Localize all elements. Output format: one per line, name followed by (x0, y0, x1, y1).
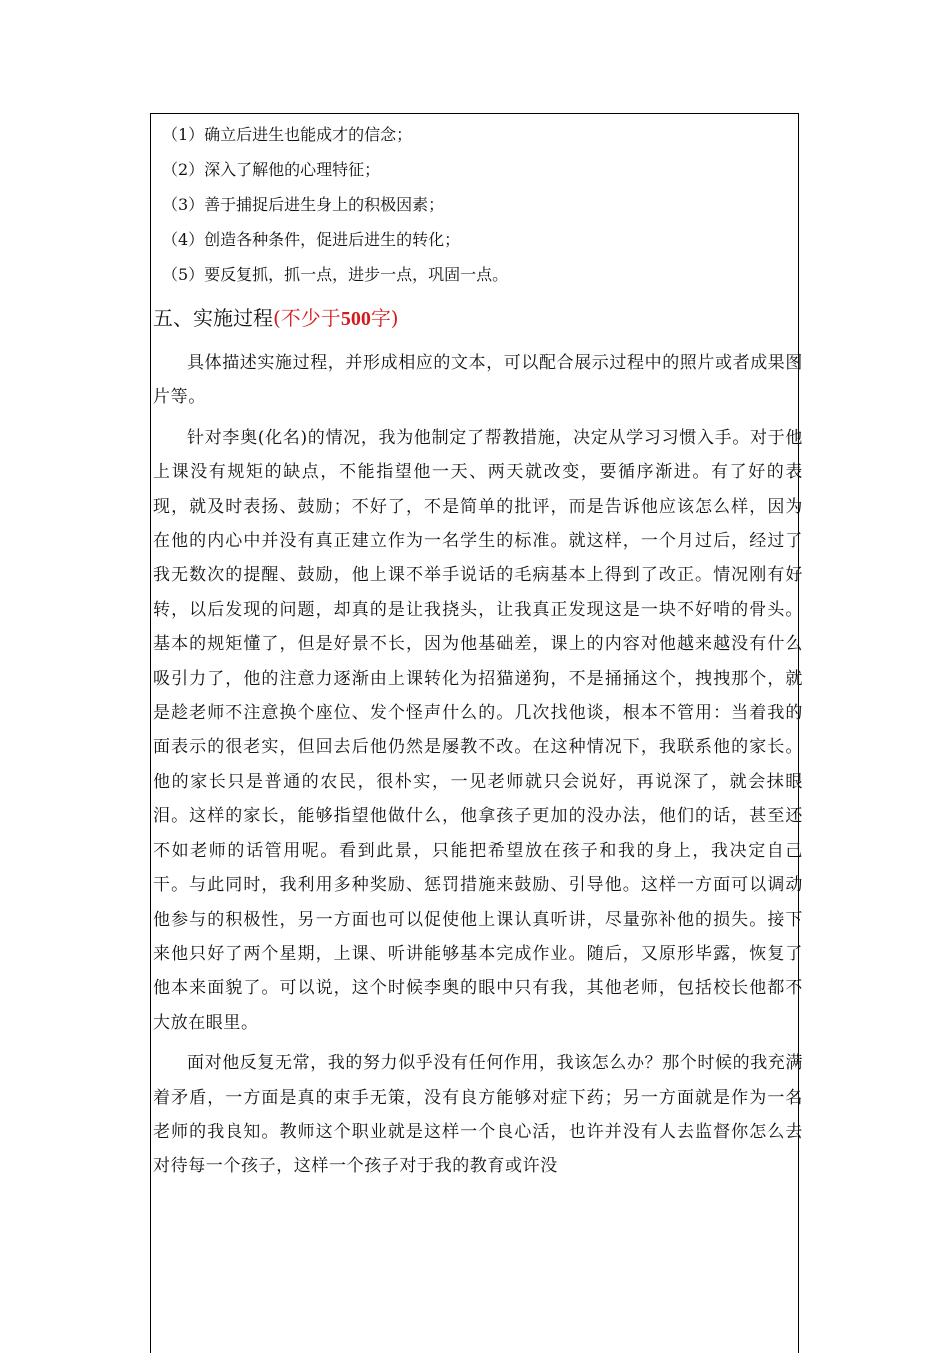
paragraph-case-description: 针对李奥(化名)的情况，我为他制定了帮教措施，决定从学习习惯入手。对于他上课没有规矩的缺点，不能指望他一天、两天就改变，要循序渐进。有了好的表现，就及时表扬、鼓励；不好了，不是简单的批评，而是告诉他应该怎么样，因为在他的内心中并没有真正建立作为一名学生的标准。就这样，一个月过后，经过了我无数次的提醒、鼓励，他上课不举手说话的毛病基本上得到了改正。情况刚有好转，以后发现的问题，却真的是让我挠头，让我真正发现这是一块不好啃的骨头。基本的规矩懂了，但是好景不长，因为他基础差，课上的内容对他越来越没有什么吸引力了，他的注意力逐渐由上课转化为招猫递狗，不是捅捅这个，拽拽那个，就是趁老师不注意换个座位、发个怪声什么的。几次找他谈，根本不管用：当着我的面表示的很老实，但回去后他仍然是屡教不改。在这种情况下，我联系他的家长。他的家长只是普通的农民，很朴实，一见老师就只会说好，再说深了，就会抹眼泪。这样的家长，能够指望他做什么，他拿孩子更加的没办法，他们的话，甚至还不如老师的话管用呢。看到此景，只能把希望放在孩子和我的身上，我决定自己干。与此同时，我利用多种奖励、惩罚措施来鼓励、引导他。这样一方面可以调动他参与的积极性，另一方面也可以促使他上课认真听讲，尽量弥补他的损失。接下来他只好了两个星期，上课、听讲能够基本完成作业。随后，又原形毕露，恢复了他本来面貌了。可以说，这个时候李奥的眼中只有我，其他老师，包括校长他都不大放在眼里。 (153, 427, 803, 1033)
section-title: 五、实施过程 (153, 306, 273, 330)
list-item: （1）确立后进生也能成才的信念； (162, 125, 413, 144)
strategy-list (162, 121, 508, 296)
note-open: (不少于 (273, 306, 341, 330)
note-close: 字) (370, 306, 399, 330)
word-count-note (273, 306, 399, 330)
list-item: （5）要反复抓，抓一点，进步一点，巩固一点。 (162, 265, 509, 284)
list-item: （2）深入了解他的心理特征； (162, 160, 381, 179)
paragraph-instruction: 具体描述实施过程，并形成相应的文本，可以配合展示过程中的照片或者成果图片等。 (153, 353, 803, 408)
list-item: （4）创造各种条件，促进后进生的转化； (162, 230, 461, 249)
list-item: （3）善于捕捉后进生身上的积极因素； (162, 195, 445, 214)
section-body (153, 346, 803, 1190)
section-heading (153, 298, 399, 339)
paragraph-reflection: 面对他反复无常，我的努力似乎没有任何作用，我该怎么办？那个时候的我充满着矛盾，一方面是真的束手无策，没有良方能够对症下药；另一方面就是作为一名老师的我良知。教师这个职业就是这样一个良心活，也许并没有人去监督你怎么去对待每一个孩子，这样一个孩子对于我的教育或许没 (153, 1053, 803, 1177)
note-number: 500 (340, 308, 371, 330)
